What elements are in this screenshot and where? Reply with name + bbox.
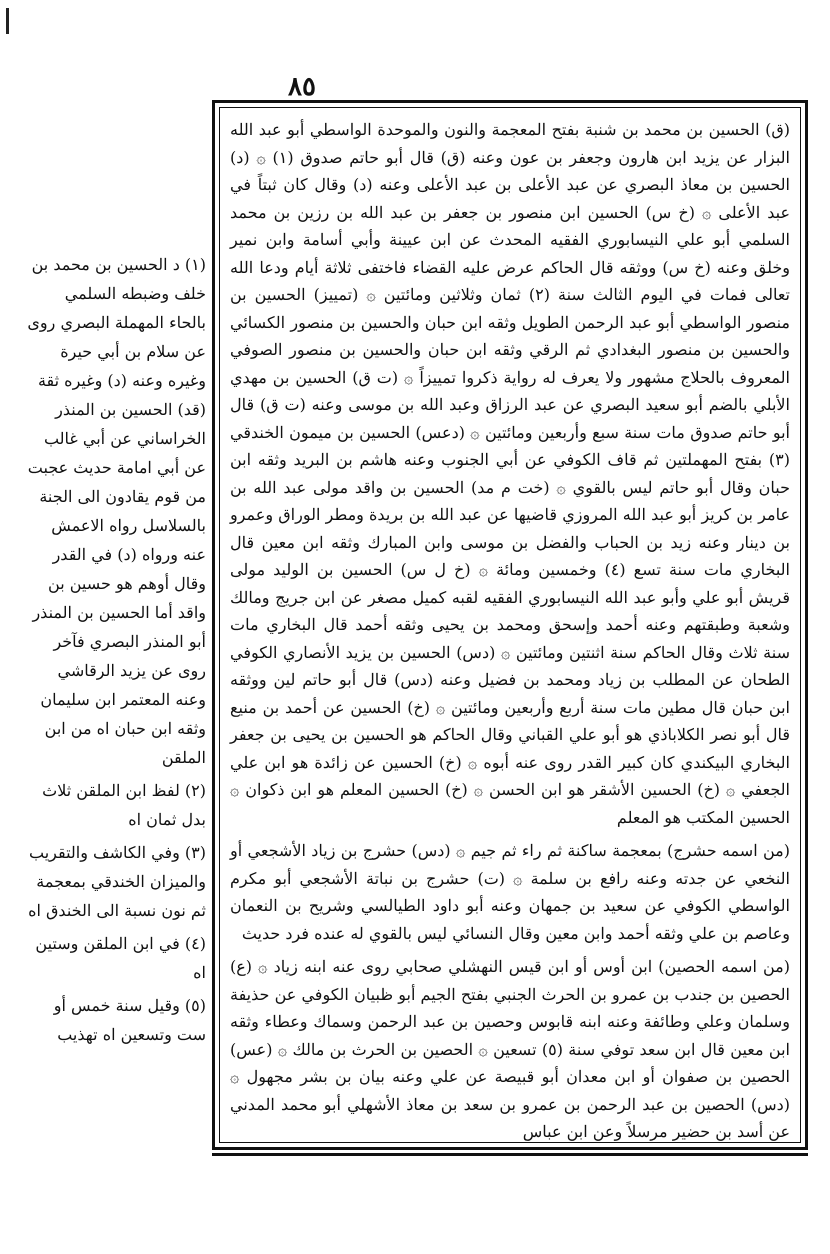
main-paragraph-husayn: (ق) الحسين بن محمد بن شنبة بفتح المعجمة والنون والموحدة الواسطي أبو عبد الله البزار عن يزيد ابن هارون وجعفر بن عون وعنه (ق) قال أبو حاتم صدوق (١) ۞ (د) الحسين بن معاذ البصري عن عبد الأعلى بن عبد الأعلى وعنه (د) وقال كان ثبتاً في عبد الأعلى ۞ (خ س) الحسين ابن منصور بن جعفر بن عبد الله بن رزين بن محمد السلمي أبو علي النيسابوري الفقيه المحدث عن ابن عيينة وأبي أسامة وابن نمير وخلق وعنه (خ س) ووثقه قال الحاكم عرض عليه القضاء فاختفى ثلاثة أيام ودعا الله تعالى فمات في اليوم الثالث سنة (٢) ثمان وثلاثين ومائتين ۞ (تمييز) الحسين بن منصور الواسطي أبو عبد الرحمن الطويل وثقه ابن حبان والحسين بن منصور الكسائي والحسين بن منصور البغدادي ثم الرقي وثقه ابن حبان والحسين بن منصور الصوفي المعروف بالحلاج مشهور ولا يعرف له رواية ذكروا تمييزاً ۞ (ت ق) الحسين بن مهدي الأبلي بالضم أبو سعيد البصري عن عبد الرزاق وعبد الله بن موسى وعنه (ت ق) قال أبو حاتم صدوق مات سنة سبع وأربعين ومائتين ۞ (دعس) الحسين بن ميمون الخندقي (٣) بفتح المهملتين ثم قاف الكوفي عن أبي الجنوب وعنه هاشم بن البريد وثقه ابن حبان وقال أبو حاتم ليس بالقوي ۞ (خت م مد) الحسين بن واقد مولى عبد الله بن عامر بن كريز أبو عبد الله المروزي قاضيها عن عبد الله بن بريدة ومطر الوراق وعمرو بن دينار وعنه زيد بن الحباب والفضل بن موسى وابن المبارك وثقه ابن معين قال البخاري مات سنة تسع (٤) وخمسين ومائة ۞ (خ ل س) الحسين بن الوليد مولى قريش أبو علي وأبو عبد الله النيسابوري الفقيه لقبه كميل مصغر عن ابن جريج ومالك وشعبة وطبقتهم وعنه أحمد وإسحق ومحمد بن يحيى وثقه أحمد قال البخاري مات سنة ثلاث وقال الحاكم سنة اثنتين ومائتين ۞ (دس) الحسين بن يزيد الأنصاري الكوفي الطحان عن المطلب بن زياد ومحمد بن فضيل وعنه (دس) قال أبو حاتم لين ووثقه ابن حبان قال مطين مات سنة أربع وأربعين ومائتين ۞ (خ) الحسين عن أحمد بن منيع قال أبو نصر الكلاباذي هو أبو علي القباني وقال الحاكم هو الحسين بن يحيى بن جعفر البخاري البيكندي كان كبير القدر روى عنه أبوه ۞ (خ) الحسين عن زائدة هو ابن علي الجعفي ۞ (خ) الحسين الأشقر هو ابن الحسن ۞ (خ) الحسين المعلم هو ابن ذكوان ۞ الحسين المكتب هو المعلم — [230, 120, 791, 827]
main-paragraph-husayn-2: (من اسمه الحصين) ابن أوس أو ابن قيس النهشلي صحابي روى عنه ابنه زياد ۞ (ع) الحصين بن جندب بن عمرو بن الحرث الجنبي بفتح الجيم أبو ظبيان الكوفي عن حذيفة وسلمان وعلي وطائفة وعنه ابنه قابوس وحصين بن عبد الرحمن وسماك وعطاء وثقه ابن معين قال ابن سعد توفي سنة (٥) تسعين ۞ الحصين بن الحرث بن مالك ۞ (عس) الحصين بن صفوان أو ابن معدان أبو قبيصة عن علي وعنه بيان بن بشر مجهول ۞ (دس) الحصين بن عبد الرحمن بن عمرو بن سعد بن معاذ الأشهلي أبو محمد المدني عن أسد بن حضير مرسلاً وعن ابن عباس — [230, 957, 790, 1141]
main-text-frame — [212, 100, 808, 1150]
margin-note: (٥) وقيل سنة خمس أو ست وتسعين اه تهذيب — [53, 996, 206, 1044]
main-text-body — [219, 107, 801, 1143]
margin-note: (٢) لفظ ابن الملقن ثلاث بدل ثمان اه — [42, 781, 206, 829]
margin-note: (٣) وفي الكاشف والتقريب والميزان الخندقي بمعجمة ثم نون نسبة الى الخندق اه — [28, 843, 206, 920]
frame-bottom-rule — [212, 1153, 808, 1156]
page-corner-mark — [6, 8, 9, 34]
margin-footnotes — [24, 250, 206, 1053]
margin-note: (٤) في ابن الملقن وستين اه — [35, 934, 206, 982]
main-paragraph-hashraj: (من اسمه حشرج) بمعجمة ساكنة ثم راء ثم جيم ۞ (دس) حشرج بن زياد الأشجعي أو النخعي عن جدته وعنه رافع بن سلمة ۞ (ت) حشرج بن نباتة الأشجعي أبو مكرم الواسطي الكوفي عن سعيد بن جمهان وعنه أبو داود الطيالسي وشريح بن النعمان وعاصم بن علي وثقه أحمد وابن معين وقال النسائي ليس بالقوي له عنده فرد حديث — [230, 841, 790, 943]
page-number: ٨٥ — [288, 72, 316, 102]
margin-note: (١) د الحسين بن محمد بن خلف وضبطه السلمي بالحاء المهملة البصري روى عن سلام بن أبي حيرة وغيره وعنه (د) وغيره ثقة (قد) الحسين بن المنذر الخراساني عن أبي غالب عن أبي امامة حديث عجبت من قوم يقادون الى الجنة بالسلاسل رواه الاعمش عنه ورواه (د) في القدر وقال أوهم هو حسين بن واقد أما الحسين بن المنذر أبو المنذر البصري فآخر روى عن يزيد الرقاشي وعنه المعتمر ابن سليمان وثقه ابن حبان اه من ابن الملقن — [27, 255, 206, 767]
